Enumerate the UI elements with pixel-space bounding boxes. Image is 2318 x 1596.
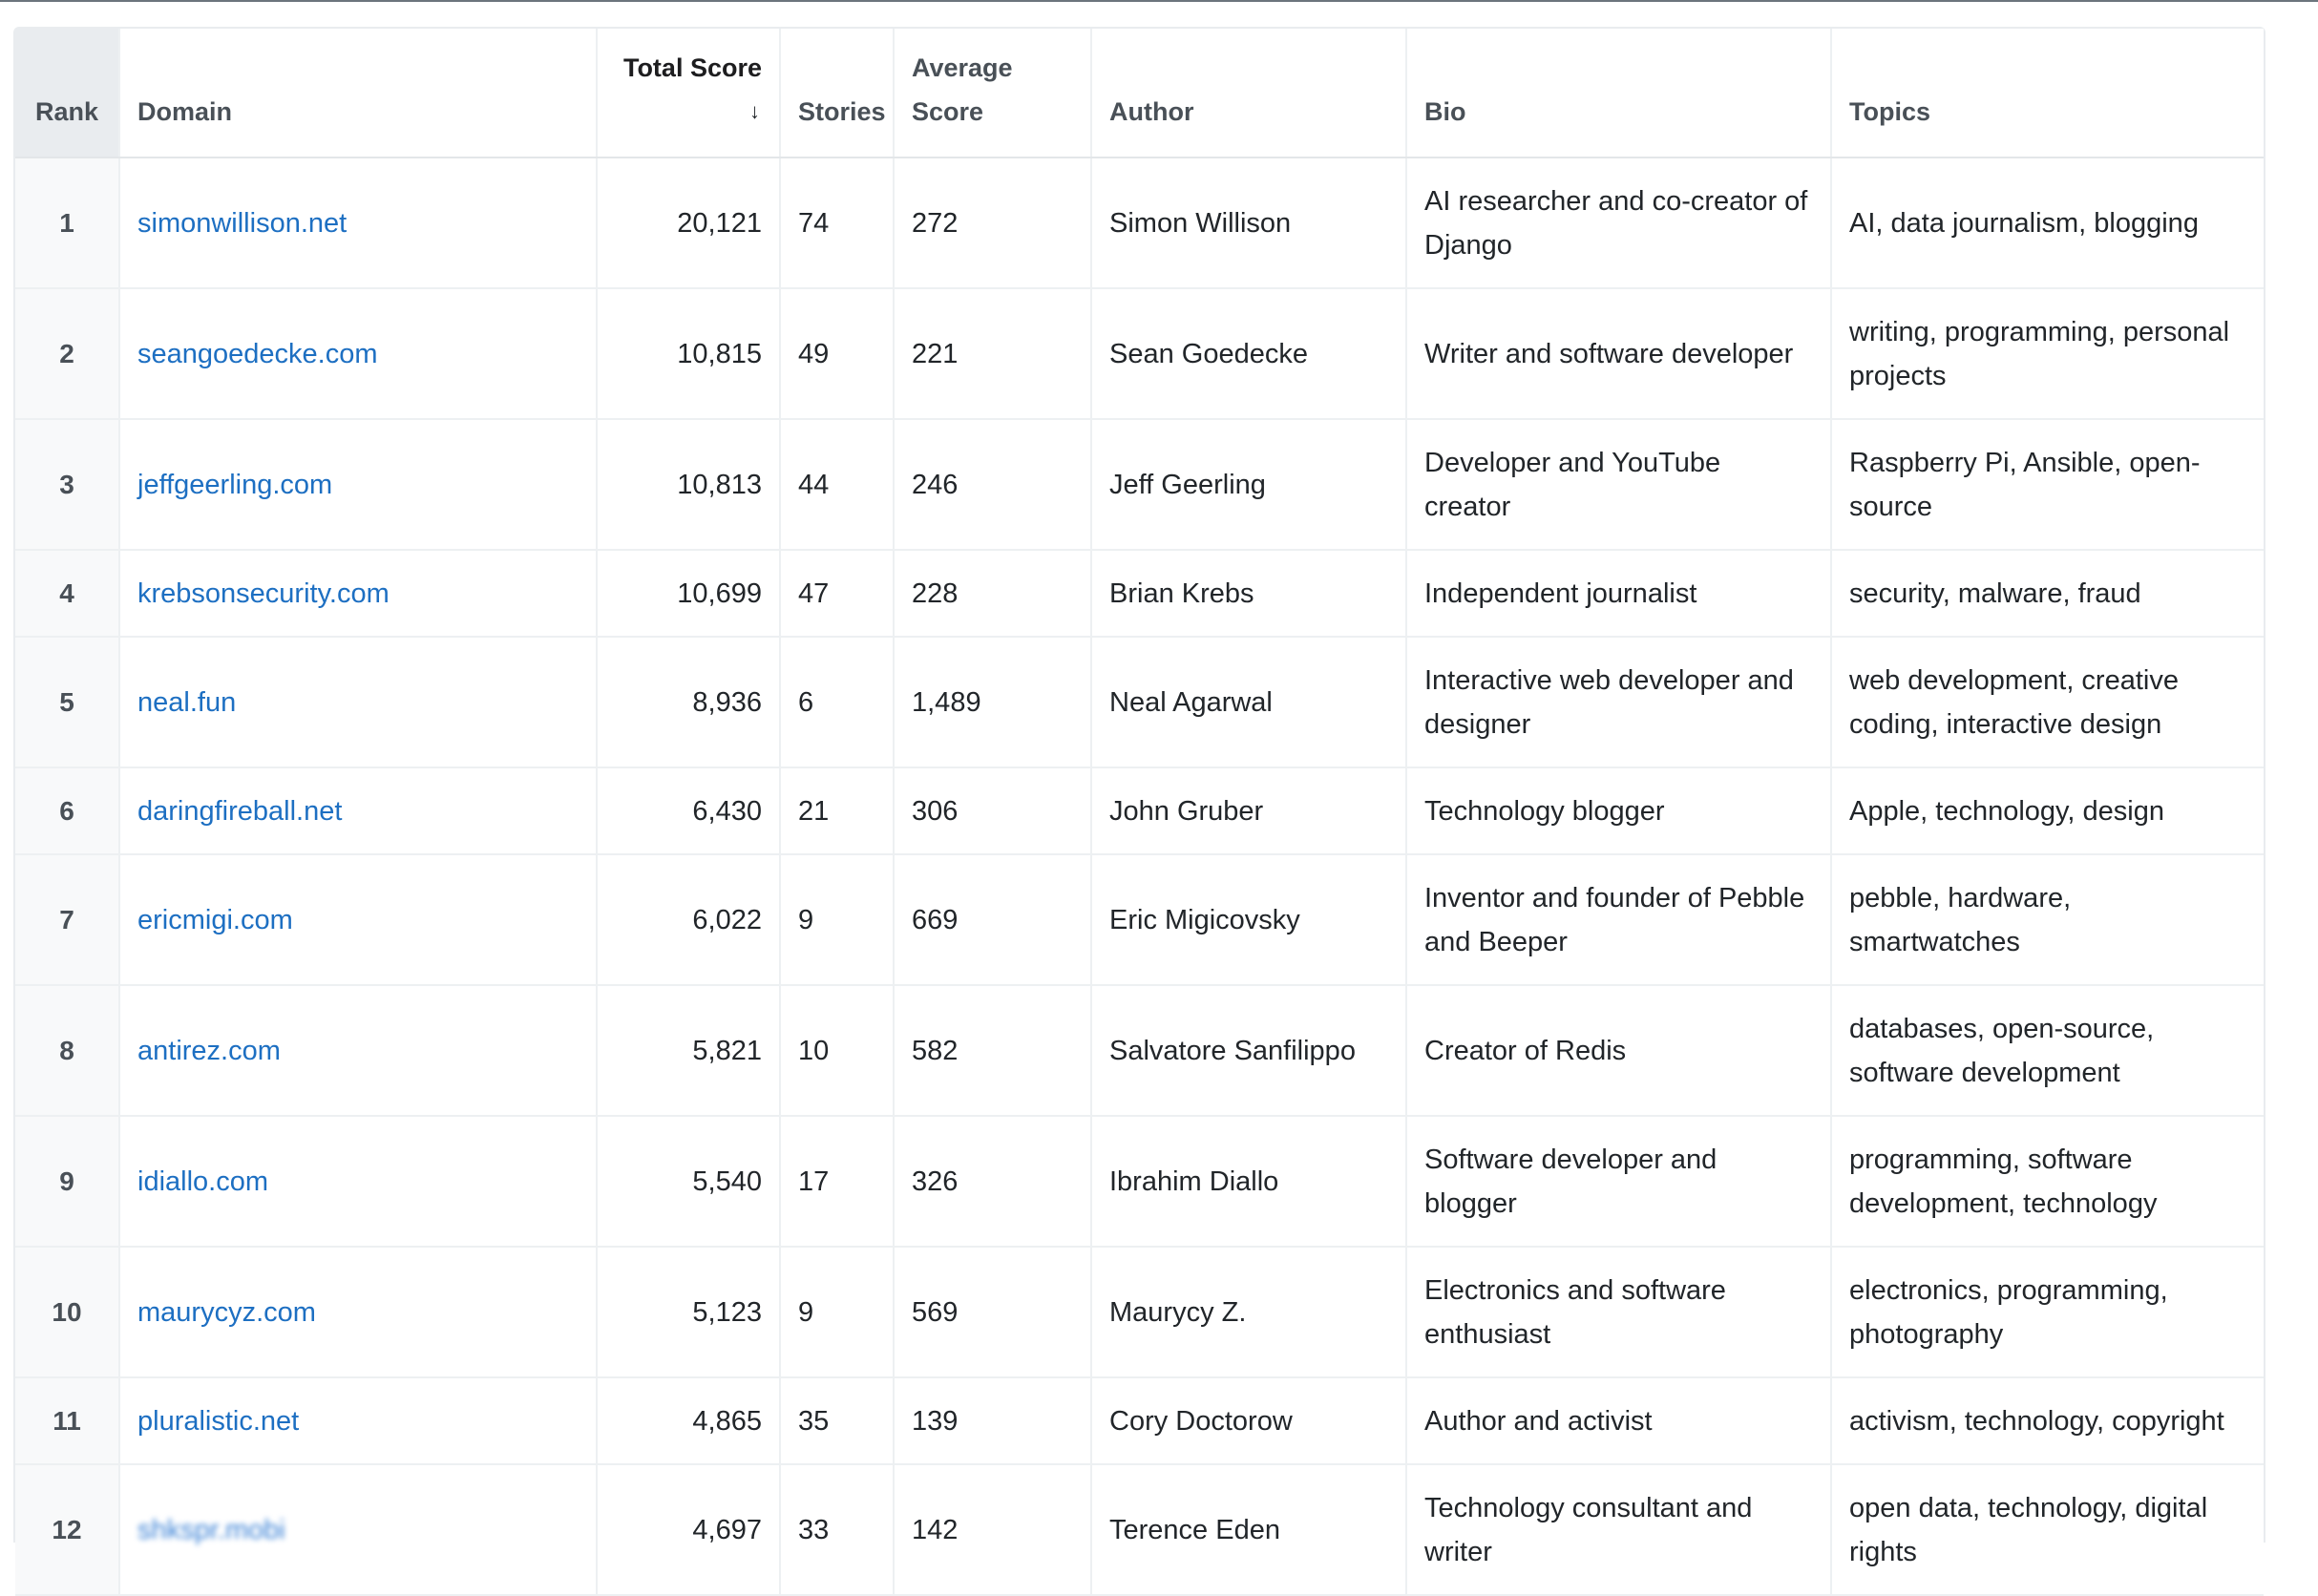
stories-cell: 21: [780, 767, 894, 854]
domain-link[interactable]: simonwillison.net: [137, 207, 348, 239]
table-row: [15, 158, 2264, 288]
topics-cell: web development, creative coding, interactive design: [1831, 637, 2264, 767]
top-border-line: [0, 0, 2318, 2]
domain-link[interactable]: maurycyz.com: [137, 1296, 316, 1328]
average-score-cell: 326: [894, 1116, 1091, 1247]
author-cell: Ibrahim Diallo: [1091, 1116, 1406, 1247]
topics-cell: electronics, programming, photography: [1831, 1247, 2264, 1377]
rank-cell: 3: [15, 419, 119, 550]
stories-cell: 17: [780, 1116, 894, 1247]
domain-link[interactable]: seangoedecke.com: [137, 338, 378, 369]
rank-cell: 10: [15, 1247, 119, 1377]
domain-link[interactable]: shkspr.mobi: [137, 1514, 285, 1545]
topics-cell: activism, technology, copyright: [1831, 1377, 2264, 1464]
table-row: [15, 1247, 2264, 1377]
domain-cell: [119, 1116, 597, 1247]
topics-cell: pebble, hardware, smartwatches: [1831, 854, 2264, 985]
table-header: [15, 29, 2264, 158]
topics-cell: writing, programming, personal projects: [1831, 288, 2264, 419]
total-score-cell: 4,697: [597, 1464, 780, 1595]
domain-cell: [119, 1377, 597, 1464]
rank-cell: 5: [15, 637, 119, 767]
average-score-cell: 246: [894, 419, 1091, 550]
stories-cell: 33: [780, 1464, 894, 1595]
author-cell: Cory Doctorow: [1091, 1377, 1406, 1464]
bio-cell: Creator of Redis: [1406, 985, 1831, 1116]
average-score-cell: 582: [894, 985, 1091, 1116]
average-score-cell: 669: [894, 854, 1091, 985]
table-row: [15, 288, 2264, 419]
domain-cell: [119, 288, 597, 419]
stories-cell: 9: [780, 1247, 894, 1377]
topics-cell: Raspberry Pi, Ansible, open-source: [1831, 419, 2264, 550]
author-cell: Simon Willison: [1091, 158, 1406, 288]
total-score-cell: 5,123: [597, 1247, 780, 1377]
total-score-cell: 10,699: [597, 550, 780, 637]
total-score-cell: 6,430: [597, 767, 780, 854]
domain-leaderboard-table-container: [13, 27, 2265, 1567]
domain-cell: [119, 985, 597, 1116]
bio-cell: Developer and YouTube creator: [1406, 419, 1831, 550]
rank-cell: 12: [15, 1464, 119, 1595]
author-cell: Eric Migicovsky: [1091, 854, 1406, 985]
rank-cell: 6: [15, 767, 119, 854]
topics-cell: Apple, technology, design: [1831, 767, 2264, 854]
bio-cell: Technology blogger: [1406, 767, 1831, 854]
total-score-cell: 20,121: [597, 158, 780, 288]
total-score-cell: 8,936: [597, 637, 780, 767]
topics-cell: AI, data journalism, blogging: [1831, 158, 2264, 288]
total-score-cell: 5,821: [597, 985, 780, 1116]
stories-cell: 6: [780, 637, 894, 767]
stories-cell: 49: [780, 288, 894, 419]
bio-cell: Author and activist: [1406, 1377, 1831, 1464]
domain-leaderboard-table: [15, 29, 2264, 1596]
domain-cell: [119, 854, 597, 985]
average-score-cell: 221: [894, 288, 1091, 419]
average-score-cell: 569: [894, 1247, 1091, 1377]
table-row: [15, 1116, 2264, 1247]
sort-descending-icon: ↓: [749, 99, 760, 123]
average-score-cell: 228: [894, 550, 1091, 637]
stories-cell: 47: [780, 550, 894, 637]
author-cell: Maurycy Z.: [1091, 1247, 1406, 1377]
table-row: [15, 767, 2264, 854]
table-row: [15, 985, 2264, 1116]
table-row: [15, 550, 2264, 637]
author-cell: Sean Goedecke: [1091, 288, 1406, 419]
stories-cell: 35: [780, 1377, 894, 1464]
domain-cell: [119, 637, 597, 767]
author-cell: Brian Krebs: [1091, 550, 1406, 637]
stories-cell: 44: [780, 419, 894, 550]
domain-cell: [119, 1464, 597, 1595]
domain-cell: [119, 158, 597, 288]
topics-cell: databases, open-source, software development: [1831, 985, 2264, 1116]
average-score-cell: 1,489: [894, 637, 1091, 767]
domain-link[interactable]: krebsonsecurity.com: [137, 578, 390, 609]
domain-cell: [119, 419, 597, 550]
column-header-author[interactable]: Author: [1091, 29, 1406, 158]
topics-cell: open data, technology, digital rights: [1831, 1464, 2264, 1595]
table-row: [15, 637, 2264, 767]
bio-cell: Software developer and blogger: [1406, 1116, 1831, 1247]
average-score-cell: 139: [894, 1377, 1091, 1464]
average-score-cell: 142: [894, 1464, 1091, 1595]
rank-cell: 11: [15, 1377, 119, 1464]
domain-link[interactable]: idiallo.com: [137, 1166, 268, 1197]
table-row: [15, 854, 2264, 985]
table-row: [15, 419, 2264, 550]
domain-link[interactable]: neal.fun: [137, 686, 237, 718]
domain-link[interactable]: pluralistic.net: [137, 1405, 300, 1437]
bio-cell: Technology consultant and writer: [1406, 1464, 1831, 1595]
bio-cell: Writer and software developer: [1406, 288, 1831, 419]
bio-cell: Electronics and software enthusiast: [1406, 1247, 1831, 1377]
domain-cell: [119, 767, 597, 854]
average-score-cell: 272: [894, 158, 1091, 288]
domain-cell: [119, 1247, 597, 1377]
stories-cell: 9: [780, 854, 894, 985]
stories-cell: 74: [780, 158, 894, 288]
bio-cell: Inventor and founder of Pebble and Beeper: [1406, 854, 1831, 985]
rank-cell: 1: [15, 158, 119, 288]
column-header-domain[interactable]: Domain: [119, 29, 597, 158]
author-cell: Salvatore Sanfilippo: [1091, 985, 1406, 1116]
table-row: [15, 1464, 2264, 1595]
domain-link[interactable]: ericmigi.com: [137, 904, 293, 935]
domain-link[interactable]: jeffgeerling.com: [137, 469, 333, 500]
total-score-cell: 6,022: [597, 854, 780, 985]
total-score-cell: 5,540: [597, 1116, 780, 1247]
domain-link[interactable]: antirez.com: [137, 1035, 281, 1066]
author-cell: Neal Agarwal: [1091, 637, 1406, 767]
column-header-rank[interactable]: Rank: [15, 29, 119, 158]
table-body: [15, 158, 2264, 1595]
total-score-cell: 4,865: [597, 1377, 780, 1464]
author-cell: John Gruber: [1091, 767, 1406, 854]
column-header-average-score-line2: Score: [912, 97, 984, 126]
column-header-total-score-label: Total Score: [622, 53, 762, 82]
total-score-cell: 10,815: [597, 288, 780, 419]
average-score-cell: 306: [894, 767, 1091, 854]
column-header-total-score[interactable]: [597, 29, 780, 158]
domain-link[interactable]: daringfireball.net: [137, 795, 343, 827]
topics-cell: programming, software development, technology: [1831, 1116, 2264, 1247]
bio-cell: Interactive web developer and designer: [1406, 637, 1831, 767]
bio-cell: AI researcher and co-creator of Django: [1406, 158, 1831, 288]
bio-cell: Independent journalist: [1406, 550, 1831, 637]
total-score-cell: 10,813: [597, 419, 780, 550]
author-cell: Terence Eden: [1091, 1464, 1406, 1595]
rank-cell: 9: [15, 1116, 119, 1247]
author-cell: Jeff Geerling: [1091, 419, 1406, 550]
column-header-average-score-line1: Average: [912, 53, 1013, 82]
header-row: [15, 29, 2264, 158]
column-header-bio[interactable]: Bio: [1406, 29, 1831, 158]
rank-cell: 7: [15, 854, 119, 985]
rank-cell: 8: [15, 985, 119, 1116]
topics-cell: security, malware, fraud: [1831, 550, 2264, 637]
domain-cell: [119, 550, 597, 637]
column-header-average-score[interactable]: [894, 29, 1091, 158]
rank-cell: 4: [15, 550, 119, 637]
stories-cell: 10: [780, 985, 894, 1116]
column-header-topics[interactable]: Topics: [1831, 29, 2264, 158]
column-header-stories[interactable]: Stories: [780, 29, 894, 158]
table-row: [15, 1377, 2264, 1464]
rank-cell: 2: [15, 288, 119, 419]
